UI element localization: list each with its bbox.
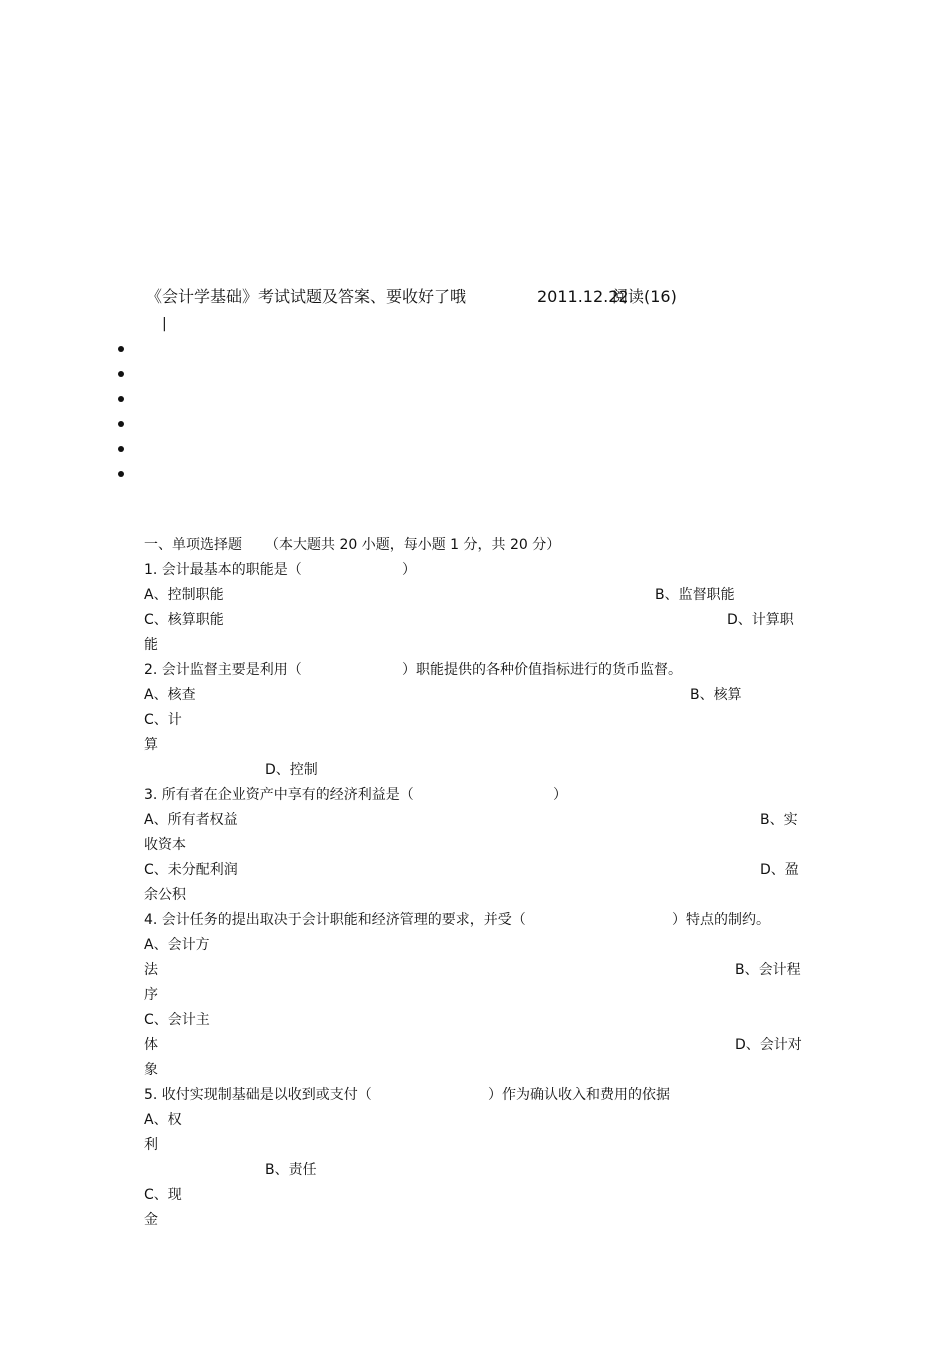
question-4-option-b: B、会计程 — [735, 962, 801, 978]
question-4-option-c-wrap: 体 — [144, 1037, 158, 1053]
question-3-option-a: A、所有者权益 — [144, 812, 238, 828]
post-date: 2011.12.22 — [537, 287, 629, 306]
question-5-option-c-wrap: 金 — [144, 1212, 158, 1228]
question-2-option-c-wrap: 算 — [144, 737, 158, 753]
bullet-dot — [118, 346, 124, 352]
question-2-stem-end: ）职能提供的各种价值指标进行的货币监督。 — [402, 662, 682, 678]
bullet-dot — [118, 446, 124, 452]
question-3-option-d: D、盈 — [760, 862, 799, 878]
question-3-option-c: C、未分配利润 — [144, 862, 238, 878]
question-3-option-b-wrap: 收资本 — [144, 837, 186, 853]
question-4-option-b-wrap: 序 — [144, 987, 158, 1003]
separator-bar: | — [162, 316, 167, 332]
question-1-option-c: C、核算职能 — [144, 612, 224, 628]
question-4-stem: 4. 会计任务的提出取决于会计职能和经济管理的要求，并受（ — [144, 912, 526, 928]
question-1-stem-end: ） — [402, 562, 416, 578]
question-3-stem: 3. 所有者在企业资产中享有的经济利益是（ — [144, 787, 414, 803]
section-note: （本大题共 20 小题，每小题 1 分，共 20 分） — [265, 537, 561, 553]
question-4-option-d: D、会计对 — [735, 1037, 802, 1053]
question-5-option-a: A、权 — [144, 1112, 182, 1128]
question-5-option-b: B、责任 — [265, 1162, 317, 1178]
question-1-stem: 1. 会计最基本的职能是（ — [144, 562, 302, 578]
question-2-option-d: D、控制 — [265, 762, 318, 778]
question-2-option-c: C、计 — [144, 712, 182, 728]
question-5-option-c: C、现 — [144, 1187, 182, 1203]
question-4-option-d-wrap: 象 — [144, 1062, 158, 1078]
read-count: 阅读(16) — [612, 287, 677, 306]
question-5-stem: 5. 收付实现制基础是以收到或支付（ — [144, 1087, 372, 1103]
bullet-dot — [118, 371, 124, 377]
bullet-dot — [118, 396, 124, 402]
question-5-stem-end: ）作为确认收入和费用的依据 — [488, 1087, 670, 1103]
question-2-option-b: B、核算 — [690, 687, 742, 703]
question-1-option-d: D、计算职 — [727, 612, 794, 628]
question-3-stem-end: ） — [553, 787, 567, 803]
bullet-dot — [118, 471, 124, 477]
question-4-option-c: C、会计主 — [144, 1012, 210, 1028]
question-1-option-d-wrap: 能 — [144, 637, 158, 653]
question-4-option-a: A、会计方 — [144, 937, 210, 953]
question-4-stem-end: ）特点的制约。 — [672, 912, 770, 928]
question-3-option-b: B、实 — [760, 812, 798, 828]
question-5-option-a-wrap: 利 — [144, 1137, 158, 1153]
question-1-option-a: A、控制职能 — [144, 587, 224, 603]
section-heading: 一、单项选择题 — [144, 537, 242, 553]
question-2-stem: 2. 会计监督主要是利用（ — [144, 662, 302, 678]
question-3-option-d-wrap: 余公积 — [144, 887, 186, 903]
question-4-option-a-wrap: 法 — [144, 962, 158, 978]
question-1-option-b: B、监督职能 — [655, 587, 735, 603]
document-title: 《会计学基础》考试试题及答案、要收好了哦 — [146, 287, 467, 306]
question-2-option-a: A、核查 — [144, 687, 196, 703]
bullet-dot — [118, 421, 124, 427]
